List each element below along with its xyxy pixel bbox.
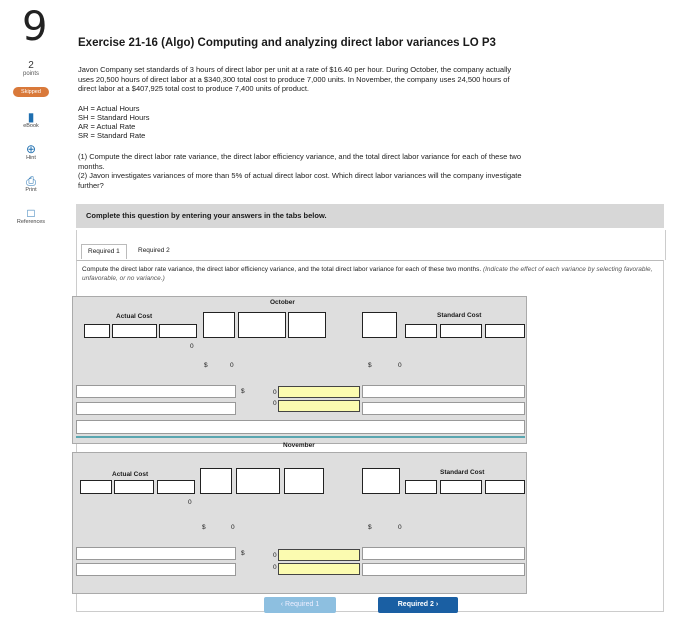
print-label[interactable]: Print	[25, 187, 37, 193]
instruction-text	[82, 266, 658, 283]
november-sr-input[interactable]	[405, 480, 437, 494]
instruction-banner	[76, 204, 664, 228]
october-actual-cost-header: Actual Cost	[116, 313, 153, 320]
sidebar	[0, 60, 62, 225]
abbrev-ar: AR = Actual Rate	[78, 122, 136, 131]
october-dollar-3: $	[241, 388, 245, 395]
october-efficiency-variance-right[interactable]	[362, 402, 525, 415]
november-standard-total-input[interactable]	[485, 480, 525, 494]
abbrev-sh: SH = Standard Hours	[78, 113, 150, 122]
november-rate-zero: 0	[273, 552, 277, 559]
exercise-title: Exercise 21-16 (Algo) Computing and analyzing direct labor variances LO P3	[78, 37, 496, 49]
october-efficiency-variance-select[interactable]	[278, 400, 360, 412]
october-label: October	[270, 299, 295, 306]
hint-icon[interactable]: ⊕	[25, 142, 37, 156]
paragraph-line: uses 20,500 hours of direct labor at a $340,300 total cost to produce 7,000 units. In November, the company uses 24,500 hours of	[78, 74, 510, 84]
october-eff-zero: 0	[273, 400, 277, 407]
october-divider	[76, 436, 525, 438]
october-rate-variance-select[interactable]	[278, 386, 360, 398]
instruction-main: Compute the direct labor rate variance, the direct labor efficiency variance, and the total direct labor variance for each of these two months.	[82, 266, 482, 273]
october-mid-input-3[interactable]	[288, 312, 326, 338]
banner-text: Complete this question by entering your answers in the tabs below.	[86, 211, 327, 220]
november-ar-input[interactable]	[114, 480, 154, 494]
october-dollar-2: $	[368, 362, 372, 369]
next-label: Required 2	[397, 601, 434, 608]
october-zero-1: 0	[230, 362, 234, 369]
references-label[interactable]: References	[16, 219, 46, 225]
abbreviations	[78, 104, 150, 140]
november-efficiency-variance-select[interactable]	[278, 563, 360, 575]
exercise-paragraph	[78, 65, 598, 94]
november-label: November	[283, 442, 315, 449]
prev-label: Required 1	[285, 601, 320, 608]
october-sh-input[interactable]	[362, 312, 397, 338]
november-efficiency-variance-amount[interactable]	[76, 563, 236, 576]
question-number: 9	[22, 4, 48, 50]
october-dollar-1: $	[204, 362, 208, 369]
october-standard-cost-header: Standard Cost	[437, 312, 482, 319]
requirement-line: (1) Compute the direct labor rate variance, the direct labor efficiency variance, and the total direct labor variance for each of these two	[78, 152, 522, 161]
november-dollar-2: $	[368, 524, 372, 531]
november-actual-total-input[interactable]	[157, 480, 195, 494]
november-sr2-input[interactable]	[440, 480, 482, 494]
points-value: 2	[28, 60, 34, 71]
instruction-note: (Indicate the effect of each variance by selecting favorable, unfavorable, or no variance.)	[82, 266, 653, 282]
skipped-badge: Skipped	[13, 87, 49, 97]
chevron-left-icon: ‹	[280, 601, 284, 608]
november-mid-input-2[interactable]	[236, 468, 280, 494]
october-efficiency-variance-amount[interactable]	[76, 402, 236, 415]
november-ah-input[interactable]	[80, 480, 112, 494]
november-actual-total-value: 0	[188, 499, 192, 506]
november-zero-1: 0	[231, 524, 235, 531]
november-efficiency-variance-right[interactable]	[362, 563, 525, 576]
requirement-line: (2) Javon investigates variances of more than 5% of actual direct labor cost. Which direct labor variances will the company investigate	[78, 171, 522, 180]
november-mid-input-3[interactable]	[284, 468, 324, 494]
next-required-button[interactable]	[378, 597, 458, 613]
october-ar-input[interactable]	[112, 324, 157, 338]
november-actual-cost-header: Actual Cost	[112, 471, 149, 478]
november-dollar-3: $	[241, 550, 245, 557]
ebook-icon[interactable]: ▮	[27, 110, 35, 124]
october-zero-2: 0	[398, 362, 402, 369]
points-label: points	[22, 71, 39, 77]
october-rate-variance-amount[interactable]	[76, 385, 236, 398]
october-sr2-input[interactable]	[440, 324, 482, 338]
references-icon[interactable]: □	[27, 206, 35, 220]
november-zero-2: 0	[398, 524, 402, 531]
november-standard-cost-header: Standard Cost	[440, 469, 485, 476]
hint-label[interactable]: Hint	[26, 155, 36, 161]
paragraph-line: Javon Company set standards of 3 hours of direct labor per unit at a rate of $16.40 per hour. During October, the company actually	[78, 65, 512, 74]
requirement-line: further?	[78, 180, 104, 190]
november-sh-input[interactable]	[362, 468, 400, 494]
october-mid-input-2[interactable]	[238, 312, 286, 338]
october-actual-total-input[interactable]	[159, 324, 197, 338]
october-sr-input[interactable]	[405, 324, 437, 338]
october-ah-input[interactable]	[84, 324, 110, 338]
november-dollar-1: $	[202, 524, 206, 531]
october-actual-total-value: 0	[190, 343, 194, 350]
tab-required-1[interactable]: Required 1	[81, 244, 127, 259]
october-rate-variance-right[interactable]	[362, 385, 525, 398]
abbrev-ah: AH = Actual Hours	[78, 104, 140, 113]
october-mid-input-1[interactable]	[203, 312, 235, 338]
november-rate-variance-select[interactable]	[278, 549, 360, 561]
chevron-right-icon: ›	[435, 601, 439, 608]
requirement-line: months.	[78, 161, 105, 171]
requirements	[78, 152, 598, 190]
october-standard-total-input[interactable]	[485, 324, 525, 338]
paragraph-line: direct labor at a $407,925 total cost to produce 7,400 units of product.	[78, 84, 309, 93]
november-mid-input-1[interactable]	[200, 468, 232, 494]
november-eff-zero: 0	[273, 564, 277, 571]
november-rate-variance-amount[interactable]	[76, 547, 236, 560]
tab-bar	[76, 230, 666, 260]
abbrev-sr: SR = Standard Rate	[78, 131, 146, 140]
november-rate-variance-right[interactable]	[362, 547, 525, 560]
print-icon[interactable]: ⎙	[26, 174, 36, 188]
october-total-variance-row[interactable]	[76, 420, 525, 434]
tab-required-2[interactable]: Required 2	[132, 244, 176, 258]
october-rate-zero: 0	[273, 389, 277, 396]
prev-required-button[interactable]	[264, 597, 336, 613]
ebook-label[interactable]: eBook	[23, 123, 39, 129]
